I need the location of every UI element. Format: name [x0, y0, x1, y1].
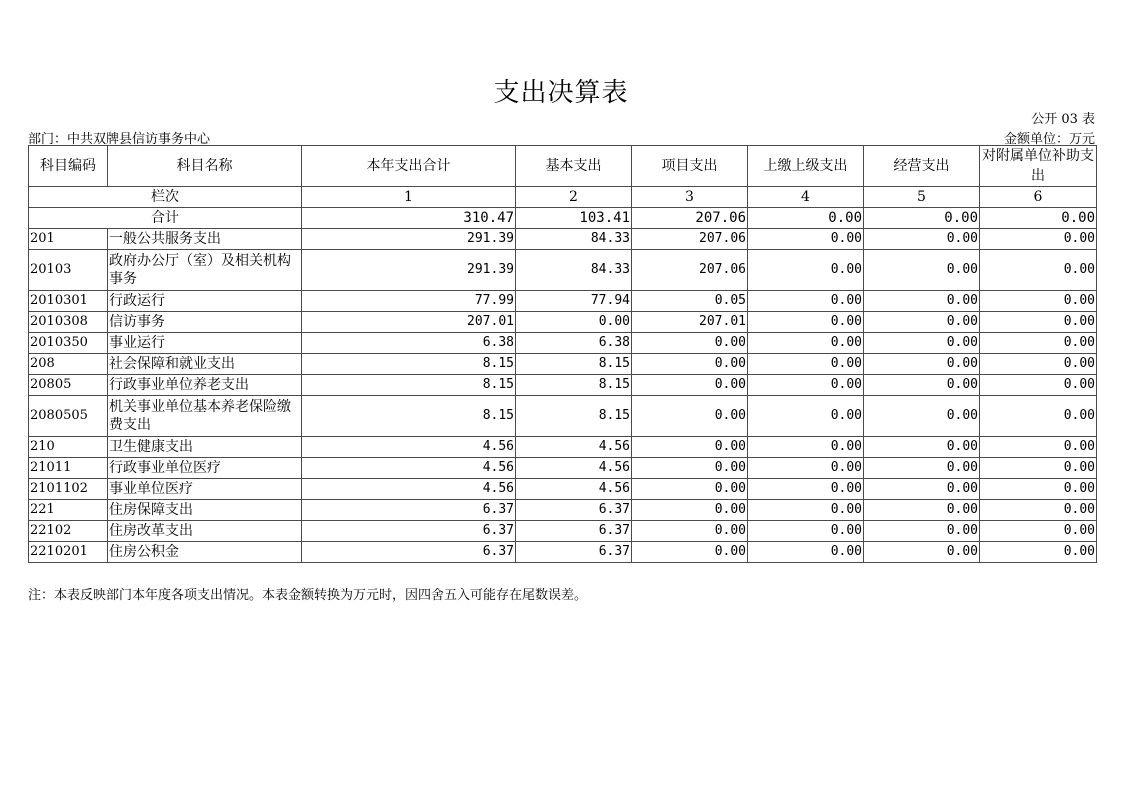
subject-code: 2010350 — [29, 333, 108, 354]
amount-cell: 4.56 — [302, 437, 516, 458]
amount-cell: 0.00 — [748, 458, 864, 479]
subject-code: 2010301 — [29, 291, 108, 312]
total-value: 207.06 — [632, 208, 748, 229]
total-value: 0.00 — [864, 208, 980, 229]
amount-cell: 291.39 — [302, 250, 516, 291]
subject-code: 21011 — [29, 458, 108, 479]
amount-cell: 0.05 — [632, 291, 748, 312]
subject-name: 社会保障和就业支出 — [108, 354, 302, 375]
header-cell: 上缴上级支出 — [748, 146, 864, 187]
total-value: 103.41 — [516, 208, 632, 229]
subject-code: 22102 — [29, 521, 108, 542]
amount-cell: 0.00 — [980, 291, 1097, 312]
amount-cell: 0.00 — [864, 458, 980, 479]
table-row — [29, 312, 1097, 333]
amount-cell: 77.99 — [302, 291, 516, 312]
amount-cell: 0.00 — [980, 333, 1097, 354]
amount-cell: 291.39 — [302, 229, 516, 250]
subject-name: 一般公共服务支出 — [108, 229, 302, 250]
header-row — [29, 146, 1097, 187]
amount-cell: 0.00 — [748, 500, 864, 521]
amount-unit-label: 金额单位：万元 — [1003, 132, 1095, 147]
table-row — [29, 479, 1097, 500]
amount-cell: 0.00 — [632, 542, 748, 563]
amount-cell: 0.00 — [864, 354, 980, 375]
subject-name: 行政运行 — [108, 291, 302, 312]
column-number: 6 — [980, 187, 1097, 208]
subject-name: 卫生健康支出 — [108, 437, 302, 458]
header-cell: 本年支出合计 — [302, 146, 516, 187]
amount-cell: 0.00 — [748, 354, 864, 375]
amount-cell: 84.33 — [516, 250, 632, 291]
column-number: 1 — [302, 187, 516, 208]
total-label: 合计 — [29, 208, 302, 229]
header-cell: 项目支出 — [632, 146, 748, 187]
amount-cell: 6.37 — [302, 500, 516, 521]
subject-name: 行政事业单位养老支出 — [108, 375, 302, 396]
subject-code: 208 — [29, 354, 108, 375]
amount-cell: 0.00 — [632, 354, 748, 375]
table-row — [29, 354, 1097, 375]
subject-name: 住房改革支出 — [108, 521, 302, 542]
amount-cell: 6.37 — [516, 500, 632, 521]
amount-cell: 0.00 — [980, 250, 1097, 291]
amount-cell: 8.15 — [516, 375, 632, 396]
amount-cell: 4.56 — [516, 479, 632, 500]
amount-cell: 0.00 — [864, 500, 980, 521]
amount-cell: 6.38 — [516, 333, 632, 354]
amount-cell: 0.00 — [864, 375, 980, 396]
header-cell: 科目名称 — [108, 146, 302, 187]
amount-cell: 0.00 — [980, 458, 1097, 479]
amount-cell: 6.37 — [302, 521, 516, 542]
header-cell: 科目编码 — [29, 146, 108, 187]
amount-cell: 0.00 — [748, 396, 864, 437]
total-value: 0.00 — [748, 208, 864, 229]
subject-name: 住房保障支出 — [108, 500, 302, 521]
amount-cell: 6.37 — [302, 542, 516, 563]
subject-code: 221 — [29, 500, 108, 521]
subject-code: 2010308 — [29, 312, 108, 333]
amount-cell: 0.00 — [980, 437, 1097, 458]
amount-cell: 0.00 — [748, 312, 864, 333]
header-cell: 基本支出 — [516, 146, 632, 187]
amount-cell: 0.00 — [748, 479, 864, 500]
form-number: 公开 03 表 — [1031, 112, 1095, 127]
footnote: 注：本表反映部门本年度各项支出情况。本表金额转换为万元时，因四舍五入可能存在尾数误差。 — [28, 588, 588, 603]
subject-code: 2080505 — [29, 396, 108, 437]
amount-cell: 8.15 — [516, 354, 632, 375]
total-value: 0.00 — [980, 208, 1097, 229]
amount-cell: 0.00 — [864, 521, 980, 542]
amount-cell: 84.33 — [516, 229, 632, 250]
total-value: 310.47 — [302, 208, 516, 229]
amount-cell: 4.56 — [516, 458, 632, 479]
amount-cell: 0.00 — [632, 500, 748, 521]
amount-cell: 0.00 — [632, 375, 748, 396]
table-row — [29, 542, 1097, 563]
amount-cell: 4.56 — [516, 437, 632, 458]
amount-cell: 4.56 — [302, 479, 516, 500]
amount-cell: 0.00 — [980, 500, 1097, 521]
amount-cell: 0.00 — [632, 437, 748, 458]
amount-cell: 6.37 — [516, 521, 632, 542]
amount-cell: 0.00 — [980, 375, 1097, 396]
table-row — [29, 458, 1097, 479]
subject-name: 信访事务 — [108, 312, 302, 333]
amount-cell: 0.00 — [748, 375, 864, 396]
amount-cell: 0.00 — [864, 542, 980, 563]
subject-code: 2210201 — [29, 542, 108, 563]
amount-cell: 0.00 — [864, 250, 980, 291]
amount-cell: 0.00 — [864, 312, 980, 333]
amount-cell: 207.01 — [302, 312, 516, 333]
amount-cell: 0.00 — [864, 333, 980, 354]
amount-cell: 207.01 — [632, 312, 748, 333]
amount-cell: 0.00 — [632, 521, 748, 542]
department-label: 部门：中共双牌县信访事务中心 — [28, 132, 211, 147]
amount-cell: 0.00 — [748, 333, 864, 354]
table-row — [29, 250, 1097, 291]
subject-code: 20805 — [29, 375, 108, 396]
table-row — [29, 521, 1097, 542]
column-number-row — [29, 187, 1097, 208]
table-row — [29, 437, 1097, 458]
column-number: 3 — [632, 187, 748, 208]
amount-cell: 0.00 — [980, 396, 1097, 437]
subject-name: 行政事业单位医疗 — [108, 458, 302, 479]
subject-code: 20103 — [29, 250, 108, 291]
amount-cell: 0.00 — [980, 354, 1097, 375]
amount-cell: 207.06 — [632, 250, 748, 291]
amount-cell: 0.00 — [980, 521, 1097, 542]
amount-cell: 0.00 — [632, 333, 748, 354]
column-number-label: 栏次 — [29, 187, 302, 208]
subject-name: 住房公积金 — [108, 542, 302, 563]
amount-cell: 0.00 — [516, 312, 632, 333]
amount-cell: 207.06 — [632, 229, 748, 250]
total-row — [29, 208, 1097, 229]
subject-code: 210 — [29, 437, 108, 458]
amount-cell: 0.00 — [748, 437, 864, 458]
amount-cell: 4.56 — [302, 458, 516, 479]
amount-cell: 8.15 — [302, 375, 516, 396]
amount-cell: 0.00 — [748, 229, 864, 250]
page-title: 支出决算表 — [493, 78, 629, 108]
amount-cell: 0.00 — [980, 229, 1097, 250]
subject-name: 机关事业单位基本养老保险缴费支出 — [108, 396, 302, 437]
amount-cell: 0.00 — [980, 542, 1097, 563]
table-row — [29, 229, 1097, 250]
amount-cell: 8.15 — [516, 396, 632, 437]
header-cell: 经营支出 — [864, 146, 980, 187]
amount-cell: 0.00 — [864, 479, 980, 500]
amount-cell: 0.00 — [980, 479, 1097, 500]
column-number: 4 — [748, 187, 864, 208]
expenditure-table — [28, 145, 1097, 563]
subject-name: 事业运行 — [108, 333, 302, 354]
subject-name: 政府办公厅（室）及相关机构事务 — [108, 250, 302, 291]
amount-cell: 0.00 — [748, 291, 864, 312]
amount-cell: 0.00 — [748, 521, 864, 542]
amount-cell: 0.00 — [864, 229, 980, 250]
amount-cell: 8.15 — [302, 354, 516, 375]
subject-code: 2101102 — [29, 479, 108, 500]
table-row — [29, 396, 1097, 437]
subject-name: 事业单位医疗 — [108, 479, 302, 500]
table-row — [29, 333, 1097, 354]
column-number: 5 — [864, 187, 980, 208]
amount-cell: 8.15 — [302, 396, 516, 437]
table-row — [29, 291, 1097, 312]
column-number: 2 — [516, 187, 632, 208]
amount-cell: 0.00 — [864, 437, 980, 458]
amount-cell: 0.00 — [632, 458, 748, 479]
table-row — [29, 500, 1097, 521]
amount-cell: 0.00 — [748, 250, 864, 291]
table-row — [29, 375, 1097, 396]
amount-cell: 0.00 — [748, 542, 864, 563]
amount-cell: 77.94 — [516, 291, 632, 312]
amount-cell: 0.00 — [864, 396, 980, 437]
amount-cell: 6.38 — [302, 333, 516, 354]
subject-code: 201 — [29, 229, 108, 250]
amount-cell: 0.00 — [980, 312, 1097, 333]
amount-cell: 0.00 — [632, 479, 748, 500]
amount-cell: 0.00 — [632, 396, 748, 437]
amount-cell: 0.00 — [864, 291, 980, 312]
header-cell: 对附属单位补助支出 — [980, 146, 1097, 187]
amount-cell: 6.37 — [516, 542, 632, 563]
